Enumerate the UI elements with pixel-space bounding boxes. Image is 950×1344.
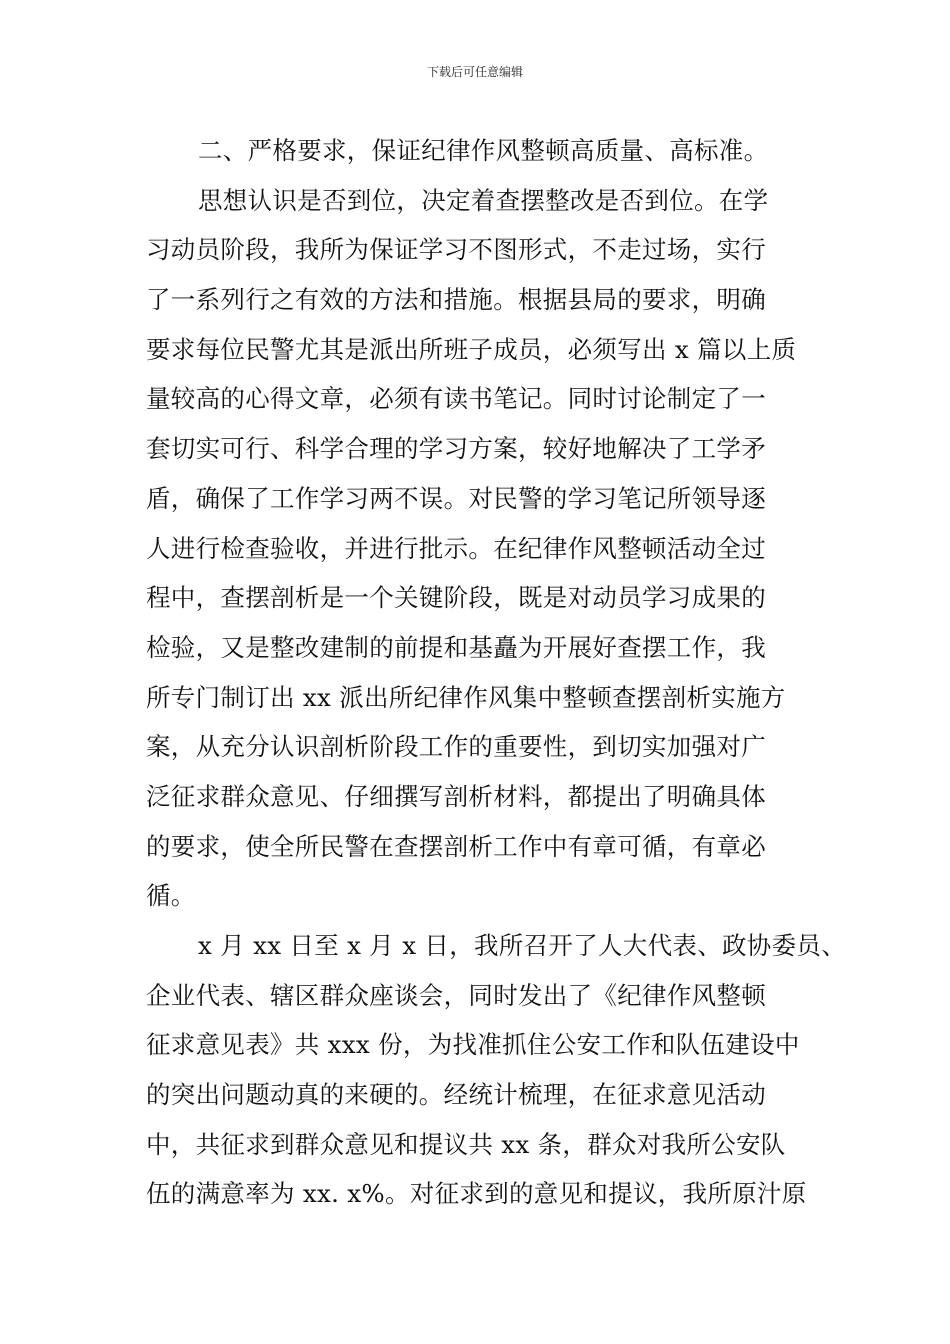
- paragraph-line: 征求意见表》共 xxx 份，为找准抓住公安工作和队伍建设中: [146, 1030, 800, 1060]
- section-heading: 二、严格要求，保证纪律作风整顿高质量、高标准。: [198, 136, 769, 165]
- paragraph-line: 要求每位民警尤其是派出所班子成员，必须写出 x 篇以上质: [146, 334, 797, 364]
- page-header: 下载后可任意编辑: [426, 65, 523, 79]
- paragraph-line: 人进行检查验收，并进行批示。在纪律作风整顿活动全过: [146, 533, 766, 563]
- paragraph-line: 所专门制订出 xx 派出所纪律作风集中整顿查摆剖析实施方: [146, 682, 786, 712]
- paragraph-line: 中，共征求到群众意见和提议共 xx 条，群众对我所公安队: [146, 1129, 786, 1159]
- paragraph-line: 循。: [146, 881, 196, 911]
- document-body: [146, 126, 846, 1219]
- paragraph-line: 盾，确保了工作学习两不误。对民警的学习笔记所领导逐: [146, 483, 766, 513]
- paragraph-line: x 月 xx 日至 x 月 x 日，我所召开了人大代表、政协委员、: [198, 931, 846, 960]
- paragraph-line: 企业代表、辖区群众座谈会，同时发出了《纪律作风整顿: [146, 980, 766, 1010]
- paragraph-line: 的要求，使全所民警在查摆剖析工作中有章可循，有章必: [146, 831, 766, 861]
- paragraph-line: 的突出问题动真的来硬的。经统计梳理，在征求意见活动: [146, 1080, 766, 1110]
- paragraph-line: 了一系列行之有效的方法和措施。根据县局的要求，明确: [146, 285, 766, 315]
- paragraph-line: 检验，又是整改建制的前提和基矗为开展好查摆工作，我: [146, 632, 766, 662]
- paragraph-line: 伍的满意率为 xx. x%。对征求到的意见和提议，我所原汁原: [146, 1179, 807, 1209]
- paragraph-line: 量较高的心得文章，必须有读书笔记。同时讨论制定了一: [146, 384, 766, 414]
- paragraph-line: 套切实可行、科学合理的学习方案，较好地解决了工学矛: [146, 434, 766, 464]
- paragraph-line: 案，从充分认识剖析阶段工作的重要性，到切实加强对广: [146, 732, 766, 762]
- paragraph-line: 思想认识是否到位，决定着查摆整改是否到位。在学: [198, 185, 769, 215]
- paragraph-line: 泛征求群众意见、仔细撰写剖析材料，都提出了明确具体: [146, 781, 766, 811]
- paragraph-line: 习动员阶段，我所为保证学习不图形式，不走过场，实行: [146, 235, 766, 265]
- paragraph-line: 程中，查摆剖析是一个关键阶段，既是对动员学习成果的: [146, 583, 766, 613]
